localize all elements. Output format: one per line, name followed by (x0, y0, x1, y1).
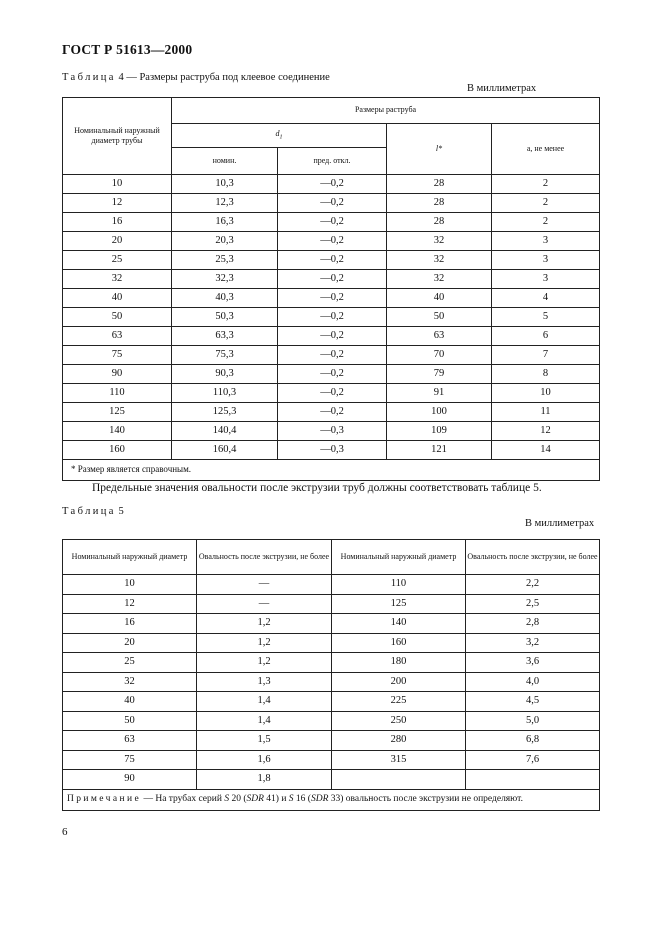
table-cell: 14 (492, 441, 600, 460)
table-cell: 16,3 (172, 213, 278, 232)
table-cell: 1,3 (197, 672, 332, 692)
table-cell: 4,5 (466, 692, 600, 712)
table-cell: —0,2 (278, 251, 387, 270)
table-cell: 3 (492, 270, 600, 289)
table-cell: 1,8 (197, 770, 332, 790)
table-cell: —0,2 (278, 403, 387, 422)
table-cell: —0,2 (278, 384, 387, 403)
table-cell: 10 (63, 575, 197, 595)
table-cell: 12 (63, 594, 197, 614)
table4-header-socket-dimensions: Размеры раструба (172, 98, 600, 124)
paragraph: Предельные значения овальности после экструзии труб должны соответствовать таблице 5. (92, 482, 542, 494)
table-cell: —0,2 (278, 289, 387, 308)
table4-footnote: * Размер является справочным. (63, 460, 600, 481)
table-cell: — (197, 575, 332, 595)
table5-units: В миллиметрах (525, 518, 595, 529)
table-cell: 32,3 (172, 270, 278, 289)
table-cell: 8 (492, 365, 600, 384)
table-row (63, 251, 600, 270)
table-cell: 1,2 (197, 633, 332, 653)
table-cell: 32 (387, 251, 492, 270)
table-cell: 90 (63, 770, 197, 790)
table5-note-sdr: SDR (246, 793, 264, 804)
table4 (62, 97, 600, 481)
table-cell: 125 (63, 403, 172, 422)
table-cell: 1,2 (197, 614, 332, 634)
table-cell: 5 (492, 308, 600, 327)
table5-note-word: Примечание (67, 793, 142, 804)
table-row (63, 441, 600, 460)
table5-header-diameter-1: Номинальный наружный диаметр (63, 540, 197, 575)
page-number: 6 (62, 826, 68, 838)
table-cell: 100 (387, 403, 492, 422)
table-cell: 4,0 (466, 672, 600, 692)
table5-note-part: 20 ( (229, 793, 247, 804)
table-cell: 20 (63, 633, 197, 653)
table-row (63, 384, 600, 403)
table-cell: 75 (63, 346, 172, 365)
table-cell: 160 (63, 441, 172, 460)
table-row (63, 422, 600, 441)
table-cell: —0,2 (278, 232, 387, 251)
table-cell: 1,5 (197, 731, 332, 751)
table-cell: 16 (63, 614, 197, 634)
table-cell: 110,3 (172, 384, 278, 403)
table-cell: —0,2 (278, 308, 387, 327)
table-row (63, 633, 600, 653)
table-row (63, 308, 600, 327)
table4-header-a: а, не менее (492, 124, 600, 175)
table5-header-ovality-2: Овальность после экструзии, не более (466, 540, 600, 575)
table-cell: —0,2 (278, 327, 387, 346)
table-cell: 6 (492, 327, 600, 346)
table-cell: 140 (332, 614, 466, 634)
table-cell: 50 (63, 308, 172, 327)
table-cell: 2,2 (466, 575, 600, 595)
table-cell: 20 (63, 232, 172, 251)
table-cell: 40 (63, 692, 197, 712)
table-cell: —0,3 (278, 422, 387, 441)
table-cell: —0,2 (278, 213, 387, 232)
table-row (63, 346, 600, 365)
table-cell: 10,3 (172, 175, 278, 194)
table-cell: 40 (387, 289, 492, 308)
table5-note-series: S (224, 793, 230, 804)
table-cell: —0,2 (278, 346, 387, 365)
table-cell: 63 (387, 327, 492, 346)
table-cell: 160 (332, 633, 466, 653)
table-cell: 32 (63, 672, 197, 692)
table-row (63, 750, 600, 770)
table-cell: 2 (492, 213, 600, 232)
table-row (63, 594, 600, 614)
table-cell: 40,3 (172, 289, 278, 308)
table5-body (63, 575, 600, 790)
table-cell: —0,2 (278, 365, 387, 384)
table-cell: 280 (332, 731, 466, 751)
table-cell: 225 (332, 692, 466, 712)
table-cell: 110 (63, 384, 172, 403)
table-cell: 140,4 (172, 422, 278, 441)
table-cell: 6,8 (466, 731, 600, 751)
table-cell: 2 (492, 194, 600, 213)
table-cell: 140 (63, 422, 172, 441)
table-cell: 1,4 (197, 711, 332, 731)
table4-header-nominal: номин. (172, 148, 278, 175)
table-cell: 200 (332, 672, 466, 692)
table5-note-part: 33) овальность после экструзии не определяют. (328, 793, 523, 804)
table-cell: 90,3 (172, 365, 278, 384)
table-cell: 70 (387, 346, 492, 365)
table-cell: 32 (63, 270, 172, 289)
table5-caption-number: 5 (115, 506, 124, 517)
table-cell: 5,0 (466, 711, 600, 731)
table-cell: 160,4 (172, 441, 278, 460)
table-cell: 32 (387, 270, 492, 289)
table5-caption (62, 506, 124, 517)
table-cell: 3,6 (466, 653, 600, 673)
table-cell: 25 (63, 653, 197, 673)
table-row (63, 194, 600, 213)
table-cell: 3,2 (466, 633, 600, 653)
table-cell: 7 (492, 346, 600, 365)
table-row (63, 711, 600, 731)
table-row (63, 232, 600, 251)
table-cell: 63 (63, 327, 172, 346)
table-row (63, 653, 600, 673)
table5-header-ovality-1: Овальность после экструзии, не более (197, 540, 332, 575)
table5-note-series: S (288, 793, 294, 804)
table5-note-part: 16 ( (293, 793, 311, 804)
table-row (63, 575, 600, 595)
table-cell: 125,3 (172, 403, 278, 422)
table-cell (466, 770, 600, 790)
table-row (63, 403, 600, 422)
table4-units: В миллиметрах (467, 83, 537, 94)
table-cell: 16 (63, 213, 172, 232)
table-row (63, 731, 600, 751)
table-cell: —0,2 (278, 270, 387, 289)
table-cell: 32 (387, 232, 492, 251)
table-cell: 50,3 (172, 308, 278, 327)
table-cell: 2 (492, 175, 600, 194)
table4-header-d1: $d_1$ (172, 124, 387, 148)
table-cell: 40 (63, 289, 172, 308)
table4-caption-word: Таблица (62, 72, 116, 83)
table-row (63, 672, 600, 692)
table-cell: 50 (63, 711, 197, 731)
table4-header-deviation: пред. откл. (278, 148, 387, 175)
document-header: ГОСТ Р 51613—2000 (62, 42, 193, 57)
table-cell: 110 (332, 575, 466, 595)
table-cell: 28 (387, 194, 492, 213)
table-cell: 1,2 (197, 653, 332, 673)
table-cell: —0,3 (278, 441, 387, 460)
table-cell: 315 (332, 750, 466, 770)
table5-note-sdr: SDR (310, 793, 329, 804)
table-cell: 75,3 (172, 346, 278, 365)
table-cell: 121 (387, 441, 492, 460)
table-cell: 12 (63, 194, 172, 213)
table-cell: 180 (332, 653, 466, 673)
table-cell: 2,8 (466, 614, 600, 634)
table-cell: 25,3 (172, 251, 278, 270)
table-cell: 3 (492, 232, 600, 251)
table-row (63, 692, 600, 712)
table-cell: 250 (332, 711, 466, 731)
table4-caption-text: 4 — Размеры раструба под клеевое соединение (115, 72, 330, 83)
table-cell: 63,3 (172, 327, 278, 346)
table-cell: 10 (63, 175, 172, 194)
table4-header-l: l* (387, 124, 492, 175)
table-cell: 1,6 (197, 750, 332, 770)
table-cell: 79 (387, 365, 492, 384)
table-cell: 75 (63, 750, 197, 770)
table-cell: 91 (387, 384, 492, 403)
table-cell: 125 (332, 594, 466, 614)
table-row (63, 365, 600, 384)
table-cell: 90 (63, 365, 172, 384)
table-cell: —0,2 (278, 194, 387, 213)
table-row (63, 614, 600, 634)
table-cell: 28 (387, 213, 492, 232)
table-cell: 10 (492, 384, 600, 403)
table-cell: — (197, 594, 332, 614)
table5-note-part: — На трубах серий (141, 793, 225, 804)
table-cell: 4 (492, 289, 600, 308)
table-cell: 20,3 (172, 232, 278, 251)
table-row (63, 770, 600, 790)
table-cell: 63 (63, 731, 197, 751)
table-cell: 3 (492, 251, 600, 270)
table-cell: 7,6 (466, 750, 600, 770)
table-cell: —0,2 (278, 175, 387, 194)
table4-caption (62, 72, 330, 83)
table-row (63, 213, 600, 232)
table-row (63, 270, 600, 289)
table-cell: 109 (387, 422, 492, 441)
table-cell: 11 (492, 403, 600, 422)
table-cell: 12,3 (172, 194, 278, 213)
table-cell: 2,5 (466, 594, 600, 614)
table-row (63, 327, 600, 346)
table4-body (63, 175, 600, 460)
table-row (63, 289, 600, 308)
table5-header-diameter-2: Номинальный наружный диаметр (332, 540, 466, 575)
table-cell: 25 (63, 251, 172, 270)
table4-header-nominal-diameter: Номинальный наружный диаметр трубы (63, 98, 172, 175)
table5-note-part: 41) и (263, 793, 289, 804)
table-cell (332, 770, 466, 790)
table5 (62, 539, 600, 811)
table-cell: 1,4 (197, 692, 332, 712)
table5-caption-word: Таблица (62, 506, 116, 517)
table-cell: 28 (387, 175, 492, 194)
table-row (63, 175, 600, 194)
table5-note (63, 789, 600, 811)
table-cell: 50 (387, 308, 492, 327)
table-cell: 12 (492, 422, 600, 441)
